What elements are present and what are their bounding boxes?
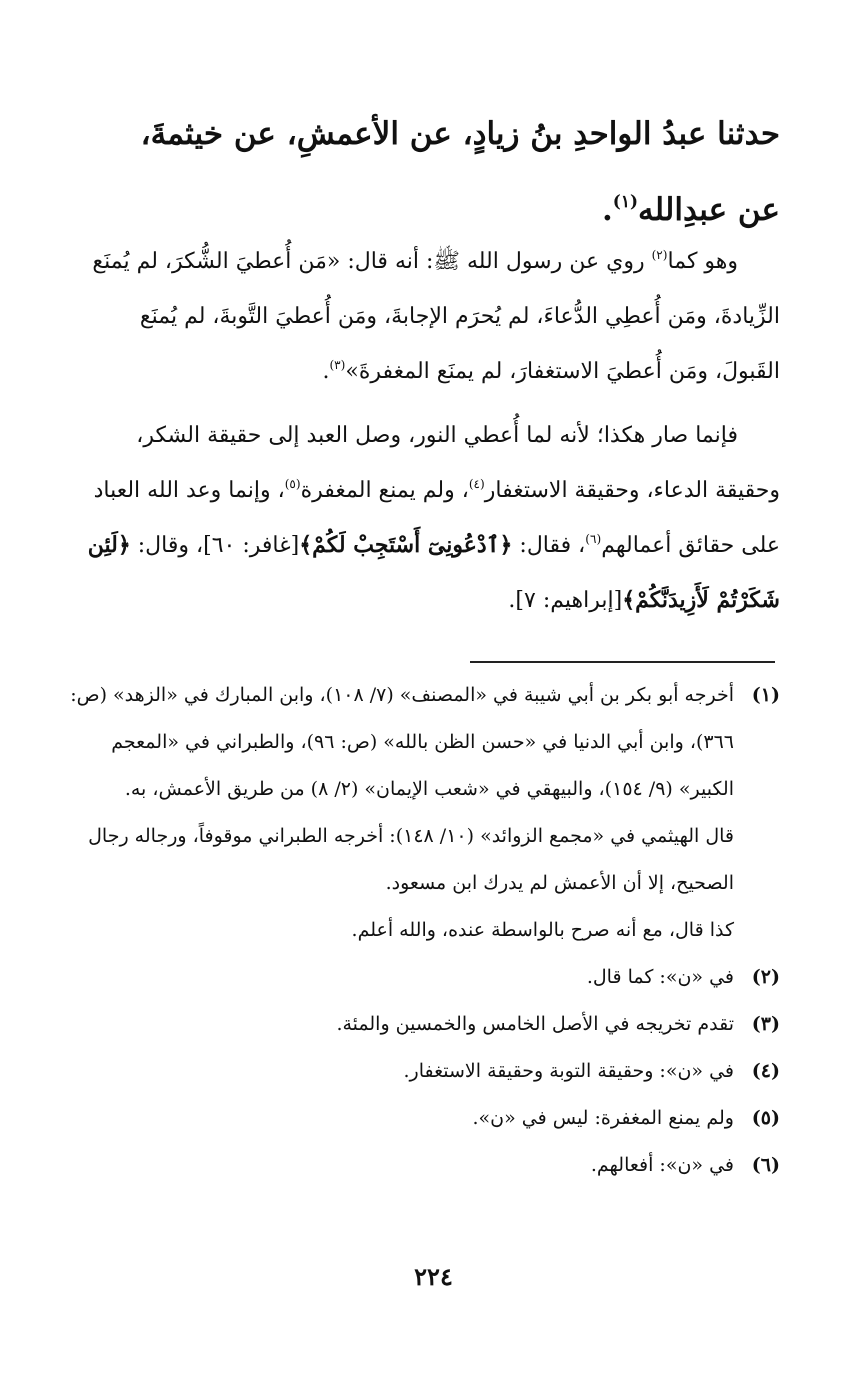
isnad-line-2-end: . (601, 192, 613, 228)
paragraph-2-part-2: ، ولم يمنع المغفرة (300, 478, 469, 503)
footnote-number: (٤) (751, 1060, 780, 1082)
isnad-line-2-text: عن عبدِالله (638, 192, 780, 228)
paragraph-2-part-6: . (508, 588, 516, 613)
footnote-5 (68, 1095, 780, 1142)
footnote-ref-3: (٣) (329, 357, 346, 372)
footnote-ref-4: (٤) (468, 476, 485, 491)
footnote-3 (68, 1001, 780, 1048)
footnote-separator (470, 661, 775, 663)
footnote-number: (٥) (751, 1107, 780, 1129)
footnote-text: ولم يمنع المغفرة: ليس في «ن». (472, 1107, 734, 1129)
footnotes (68, 672, 780, 1189)
quran-verse-ibrahim: ﴿لَئِن شَكَرْتُمْ لَأَزِيدَنَّكُمْ﴾ (87, 532, 780, 613)
footnote-2 (68, 954, 780, 1001)
footnote-6 (68, 1142, 780, 1189)
footnote-text: في «ن»: وحقيقة التوبة وحقيقة الاستغفار. (403, 1060, 734, 1082)
footnote-ref-1: (١) (612, 192, 639, 213)
footnote-ref-6: (٦) (585, 531, 602, 546)
isnad-heading (68, 96, 780, 248)
page-number: ٢٢٤ (414, 1262, 453, 1291)
footnote-ref-2: (٢) (651, 247, 668, 262)
paragraph-2-part-5: ، وقال: (130, 533, 204, 558)
footnote-text: أخرجه أبو بكر بن أبي شيبة في «المصنف» (٧/ ١٠٨)، وابن المبارك في «الزهد» (ص: ٣٦٦)، وابن أبي الدنيا في «حسن الظن بالله» (ص: ٩٦)، والطبراني في «المعجم الكبير» (٩/ ١٥٤)، والبيهقي في «شعب الإيمان» (٢/ ٨) من طريق الأعمش، به. (70, 684, 734, 800)
quran-verse-ghafir: ﴿ٱدْعُونِىٓ أَسْتَجِبْ لَكُمْ﴾ (299, 532, 513, 558)
footnote-1 (68, 672, 780, 813)
footnote-number: (١) (751, 684, 780, 706)
footnote-text: تقدم تخريجه في الأصل الخامس والخمسين والمئة. (336, 1013, 734, 1035)
footnote-1-continuation-1: قال الهيثمي في «مجمع الزوائد» (١٠/ ١٤٨): أخرجه الطبراني موقوفاً، ورجاله رجال الصحيح، إلا أن الأعمش لم يدرك ابن مسعود. (88, 825, 734, 894)
paragraph-1-part-2: روي عن رسول الله ﷺ: أنه قال: «مَن أُعطيَ الشُّكرَ، لم يُمنَع الزِّيادةَ، ومَن أُعطِي الدُّعاءَ، لم يُحرَم الإجابةَ، ومَن أُعطيَ التَّوبةَ، لم يُمنَع القَبولَ، ومَن أُعطيَ الاستغفارَ، لم يمنَع المغفرةَ» (92, 249, 780, 384)
citation-ghafir: [غافر: ٦٠] (203, 533, 300, 558)
footnote-text: في «ن»: أفعالهم. (590, 1154, 734, 1176)
body-text (68, 234, 780, 637)
footnote-number: (٣) (751, 1013, 780, 1035)
paragraph-1-part-1: وهو كما (667, 249, 738, 274)
footnote-ref-5: (٥) (284, 476, 301, 491)
footnote-number: (٢) (751, 966, 780, 988)
paragraph-hadith (68, 234, 780, 399)
isnad-line-1: حدثنا عبدُ الواحدِ بنُ زيادٍ، عن الأعمشِ، عن خيثمةَ، (140, 116, 780, 152)
citation-ibrahim: [إبراهيم: ٧] (515, 588, 623, 613)
footnote-number: (٦) (751, 1154, 780, 1176)
footnote-text: في «ن»: كما قال. (586, 966, 734, 988)
paragraph-1-part-3: . (322, 359, 330, 384)
footnote-4 (68, 1048, 780, 1095)
paragraph-2-part-4: ، فقال: (512, 533, 586, 558)
paragraph-2-part-1: فإنما صار هكذا؛ لأنه لما أُعطي النور، وصل العبد إلى حقيقة الشكر، وحقيقة الدعاء، وحقيقة الاستغفار (136, 423, 780, 503)
paragraph-2-part-3: ، وإنما وعد الله العباد على حقائق أعمالهم (93, 478, 780, 558)
footnote-1-continuation-2: كذا قال، مع أنه صرح بالواسطة عنده، والله أعلم. (351, 919, 734, 941)
paragraph-explanation (68, 408, 780, 628)
